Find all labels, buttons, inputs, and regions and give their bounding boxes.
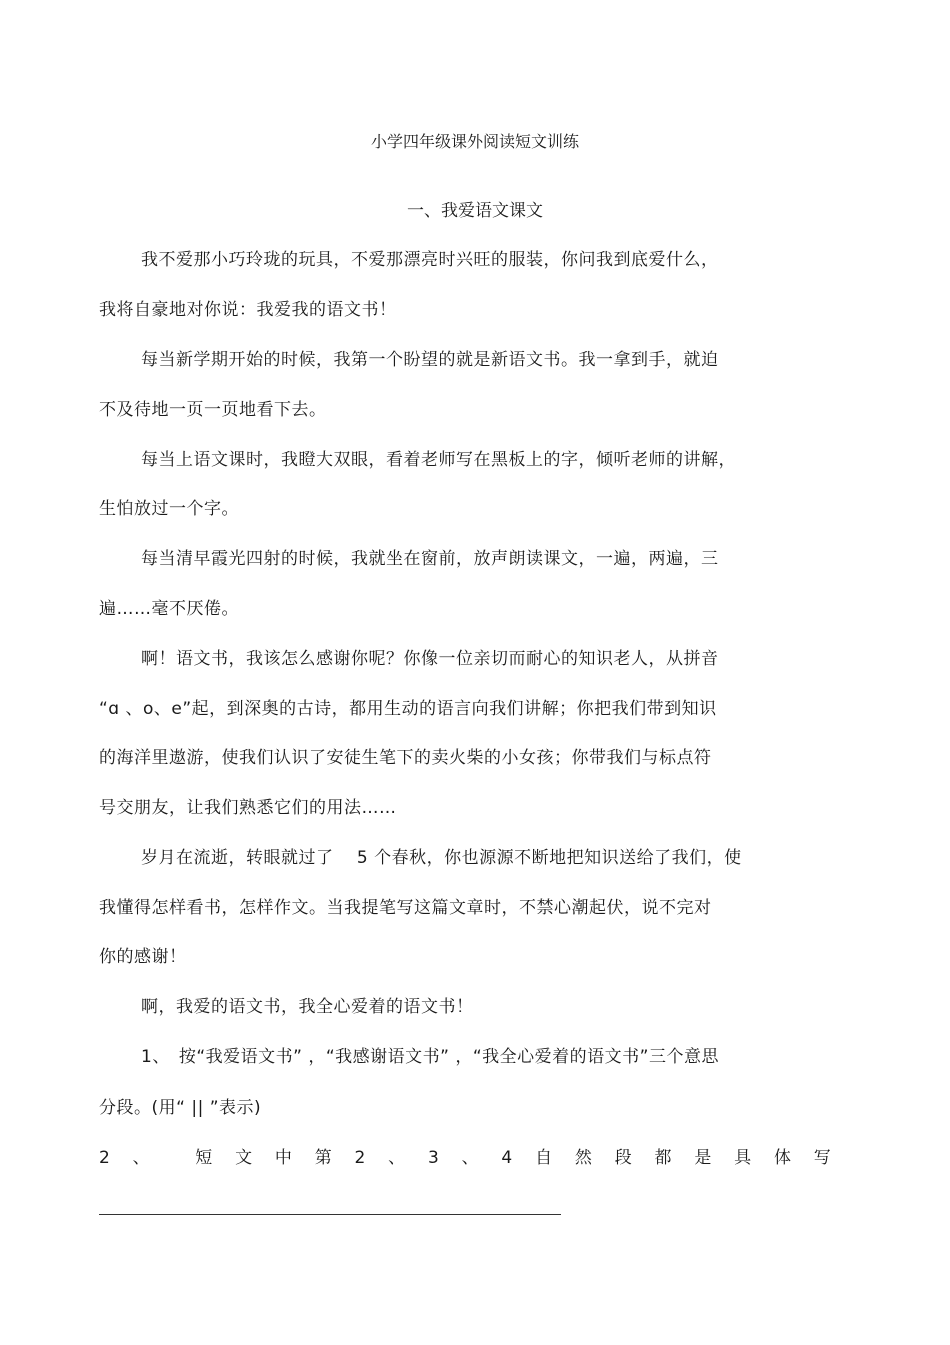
q2-char: 、 [388, 1148, 406, 1168]
section-heading: 一、我爱语文课文 [407, 201, 543, 221]
q2-char: 第 [314, 1148, 332, 1168]
q2-char: 、 [461, 1148, 479, 1168]
paragraph-line: 我懂得怎样看书，怎样作文。当我提笔写这篇文章时，不禁心潮起伏，说不完对 [99, 898, 712, 918]
paragraph-line: “ɑ 、o、e”起，到深奥的古诗，都用生动的语言向我们讲解；你把我们带到知识 [99, 699, 717, 719]
question-1-continued: 分段。(用“ || ”表示) [99, 1098, 262, 1118]
q2-char: 是 [694, 1148, 712, 1168]
paragraph-line: 每当清早霞光四射的时候，我就坐在窗前，放声朗读课文，一遍，两遍，三 [141, 549, 719, 569]
q2-char: 自 [535, 1148, 553, 1168]
paragraph-line: 你的感谢！ [99, 947, 187, 967]
q2-char: 写 [813, 1148, 831, 1168]
paragraph-line: 的海洋里遨游，使我们认识了安徒生笔下的卖火柴的小女孩；你带我们与标点符 [99, 748, 712, 768]
paragraph-line: 我将自豪地对你说：我爱我的语文书！ [99, 300, 397, 320]
document-title: 小学四年级课外阅读短文训练 [370, 132, 579, 151]
q2-char: 都 [654, 1148, 672, 1168]
q2-char: 体 [773, 1148, 791, 1168]
q2-char: 4 [501, 1148, 513, 1168]
q2-char: 具 [734, 1148, 752, 1168]
q2-char: 段 [614, 1148, 632, 1168]
paragraph-line: 每当上语文课时，我瞪大双眼，看着老师写在黑板上的字，倾听老师的讲解， [141, 450, 736, 470]
paragraph-line: 啊！语文书，我该怎么感谢你呢？你像一位亲切而耐心的知识老人，从拼音 [141, 649, 719, 669]
q2-char: 然 [574, 1148, 592, 1168]
paragraph-line: 每当新学期开始的时候，我第一个盼望的就是新语文书。我一拿到手，就迫 [141, 350, 719, 370]
q2-char: 2 [99, 1148, 110, 1168]
q2-char: 、 [132, 1148, 150, 1168]
q2-char: 文 [235, 1148, 253, 1168]
paragraph-line: 遍……毫不厌倦。 [99, 599, 239, 619]
question-1: 1、 按“我爱语文书” ，“我感谢语文书” ，“我全心爱着的语文书”三个意思 [141, 1047, 719, 1067]
paragraph-line: 我不爱那小巧玲珑的玩具，不爱那漂亮时兴旺的服装，你问我到底爱什么， [141, 250, 719, 270]
paragraph-line: 啊，我爱的语文书，我全心爱着的语文书！ [141, 997, 474, 1017]
paragraph-line: 岁月在流逝，转眼就过了 5 个春秋，你也源源不断地把知识送给了我们，使 [141, 848, 742, 868]
question-2 [99, 1148, 831, 1168]
paragraph-line: 不及待地一页一页地看下去。 [99, 400, 327, 420]
q2-char: 短 [195, 1148, 213, 1168]
q2-char: 2 [354, 1148, 366, 1168]
paragraph-line: 号交朋友，让我们熟悉它们的用法…… [99, 798, 397, 818]
answer-blank-line [99, 1214, 561, 1215]
q2-char: 中 [274, 1148, 292, 1168]
paragraph-line: 生怕放过一个字。 [99, 499, 239, 519]
q2-char: 3 [427, 1148, 439, 1168]
